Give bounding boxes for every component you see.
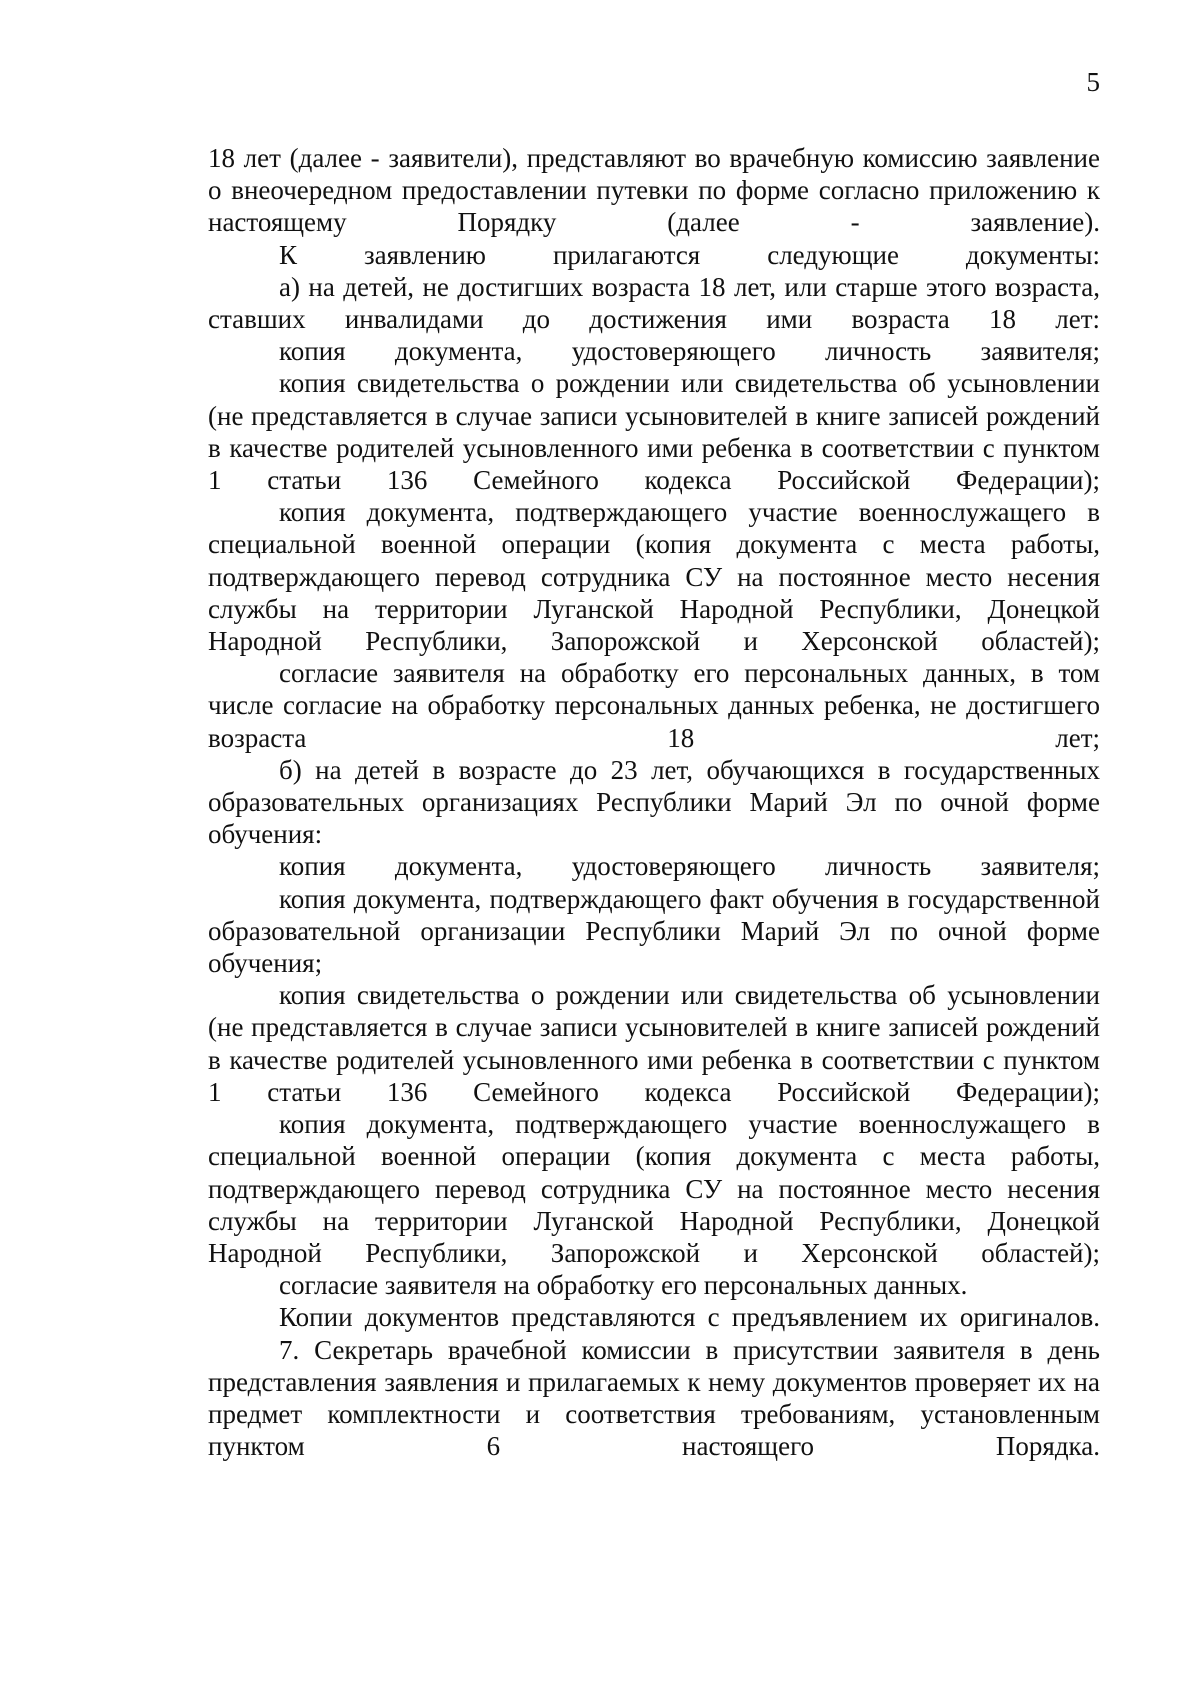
paragraph-item-b: б) на детей в возрасте до 23 лет, обучающихся в государственных образовательных организациях Республики Марий Эл по очной форме обучения:	[208, 754, 1100, 850]
page-number: 5	[1086, 67, 1100, 97]
paragraph-item-7: 7. Секретарь врачебной комиссии в присутствии заявителя в день представления заявления и прилагаемых к нему документов проверяет их на предмет комплектности и соответствия требованиям, установленным пунктом 6 настоящего Порядка.	[208, 1334, 1100, 1462]
paragraph-continuation: 18 лет (далее - заявители), представляют во врачебную комиссию заявление о внеочередном предоставлении путевки по форме согласно приложению к настоящему Порядку (далее - заявление).	[208, 143, 1100, 238]
paragraph-military-participation-copy: копия документа, подтверждающего участие военнослужащего в специальной военной операции (копия документа с места работы, подтверждающего перевод сотрудника СУ на постоянное место несения службы на территории Луганской Народной Республики, Донецкой Народной Республики, Запорожской и Херсонской областей);	[208, 1109, 1100, 1268]
paragraph-birth-certificate-copy: копия свидетельства о рождении или свидетельства об усыновлении (не представляется в случае записи усыновителей в книге записей рождений в качестве родителей усыновленного ими ребенка в соответствии с пунктом 1 статьи 136 Семейного кодекса Российской Федерации);	[208, 980, 1100, 1107]
paragraph-copies-with-originals: Копии документов представляются с предъявлением их оригиналов.	[279, 1302, 1100, 1333]
paragraph-consent: согласие заявителя на обработку его персональных данных, в том числе согласие на обработку персональных данных ребенка, не достигшего возраста 18 лет;	[208, 658, 1100, 753]
paragraph-consent: согласие заявителя на обработку его персональных данных.	[279, 1270, 968, 1301]
paragraph-identity-copy: копия документа, удостоверяющего личность заявителя;	[279, 851, 1100, 882]
paragraph-identity-copy: копия документа, удостоверяющего личность заявителя;	[279, 336, 1100, 367]
paragraph-military-participation-copy: копия документа, подтверждающего участие военнослужащего в специальной военной операции (копия документа с места работы, подтверждающего перевод сотрудника СУ на постоянное место несения службы на территории Луганской Народной Республики, Донецкой Народной Республики, Запорожской и Херсонской областей);	[208, 497, 1100, 657]
paragraph-birth-certificate-copy: копия свидетельства о рождении или свидетельства об усыновлении (не представляется в случае записи усыновителей в книге записей рождений в качестве родителей усыновленного ими ребенка в соответствии с пунктом 1 статьи 136 Семейного кодекса Российской Федерации);	[208, 368, 1100, 496]
document-body	[208, 142, 1100, 1462]
paragraph-attached-documents-intro: К заявлению прилагаются следующие документы:	[279, 239, 1100, 270]
paragraph-study-confirmation-copy: копия документа, подтверждающего факт обучения в государственной образовательной организации Республики Марий Эл по очной форме обучения;	[208, 883, 1100, 979]
paragraph-item-a: а) на детей, не достигших возраста 18 лет, или старше этого возраста, ставших инвалидами до достижения ими возраста 18 лет:	[208, 271, 1100, 335]
